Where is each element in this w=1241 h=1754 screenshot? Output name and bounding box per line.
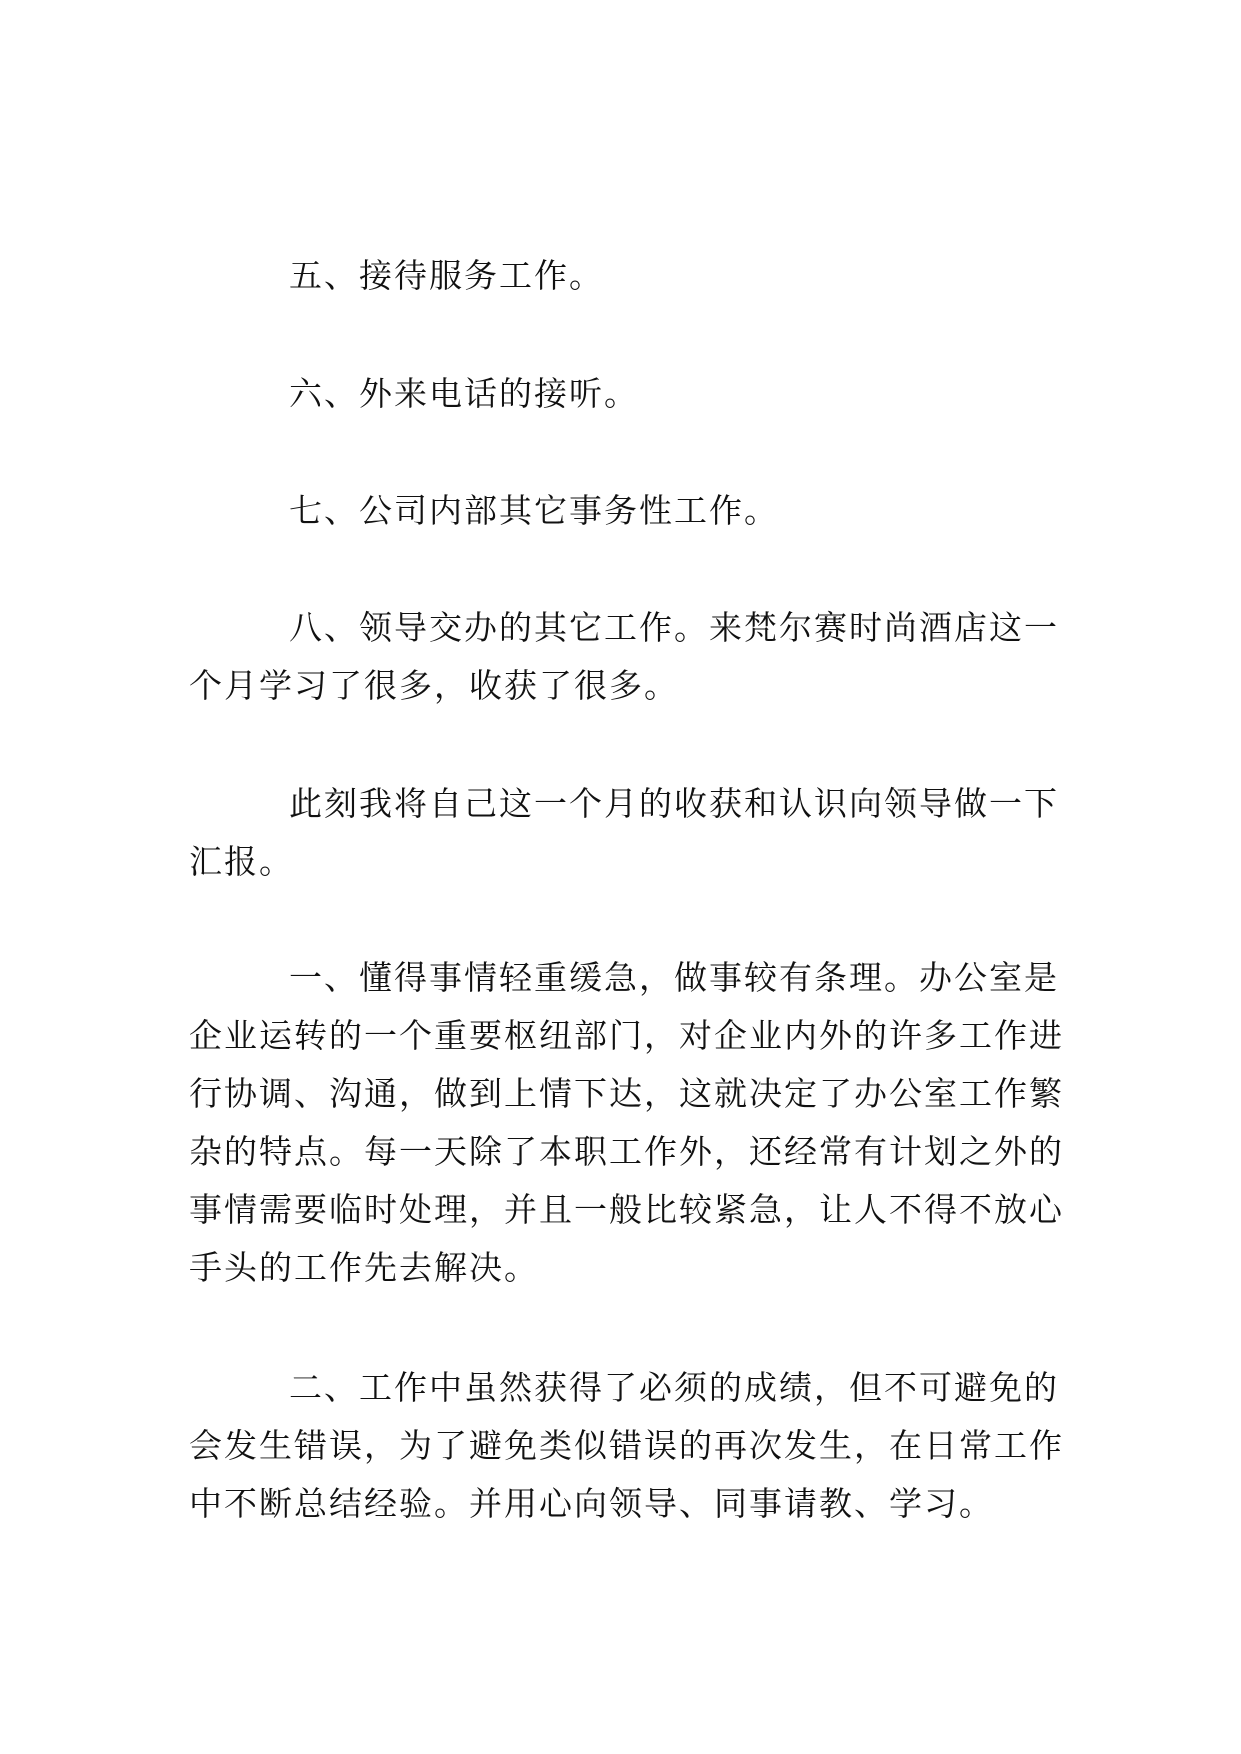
paragraph-report-intro: 此刻我将自己这一个月的收获和认识向领导做一下汇报。 [189,784,1059,881]
paragraph-item-7: 七、公司内部其它事务性工作。 [289,491,779,530]
paragraph-point-2: 二、工作中虽然获得了必须的成绩，但不可避免的会发生错误，为了避免类似错误的再次发生，在日常工作中不断总结经验。并用心向领导、同事请教、学习。 [189,1368,1064,1523]
paragraph-item-6: 六、外来电话的接听。 [289,374,639,413]
paragraph-point-1: 一、懂得事情轻重缓急，做事较有条理。办公室是企业运转的一个重要枢纽部门，对企业内外的许多工作进行协调、沟通，做到上情下达，这就决定了办公室工作繁杂的特点。每一天除了本职工作外，还经常有计划之外的事情需要临时处理，并且一般比较紧急，让人不得不放心手头的工作先去解决。 [189,958,1064,1287]
paragraph-item-8: 八、领导交办的其它工作。来梵尔赛时尚酒店这一个月学习了很多，收获了很多。 [189,608,1059,705]
paragraph-item-5: 五、接待服务工作。 [289,256,604,295]
